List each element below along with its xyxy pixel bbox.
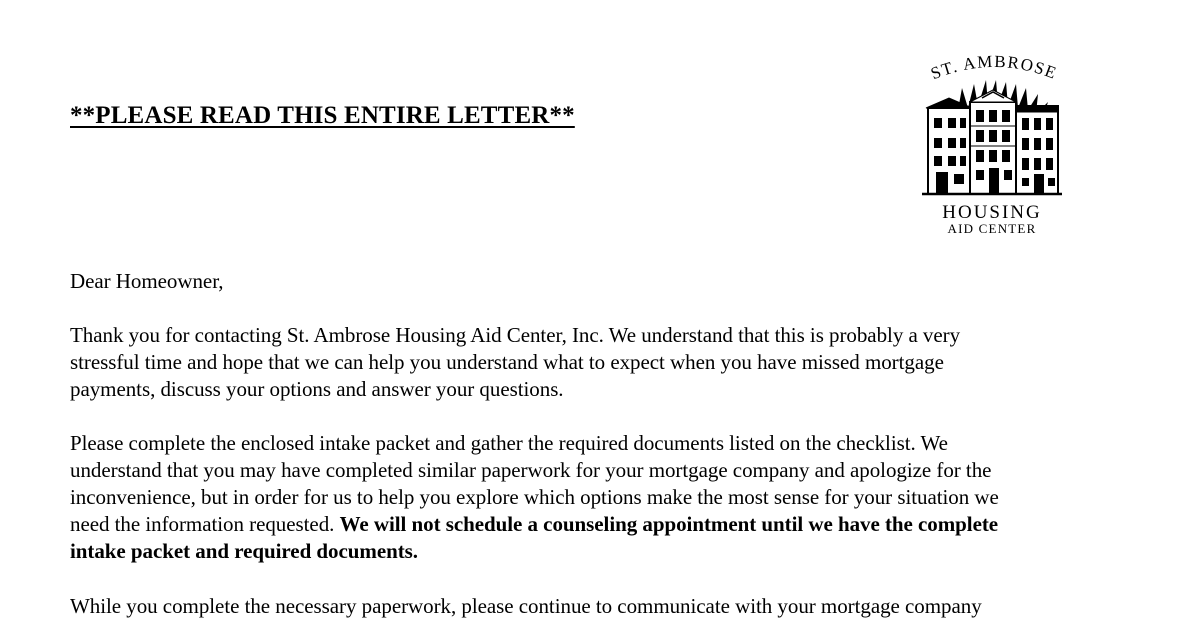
paragraph-intake-packet [70, 430, 1130, 565]
paragraph-line-regular: need the information requested. [70, 512, 340, 536]
paragraph-communicate [70, 593, 1130, 620]
logo-housing-text: HOUSING [942, 202, 1042, 223]
paragraph-line: inconvenience, but in order for us to help you explore which options make the most sense for your situation we [70, 485, 999, 509]
appointment-notice-bold: We will not schedule a counseling appointment until we have the complete [339, 512, 999, 536]
paragraph-line: Thank you for contacting St. Ambrose Housing Aid Center, Inc. We understand that this is probably a very [70, 323, 961, 347]
paragraph-line [70, 511, 1130, 538]
paragraph-line: payments, discuss your options and answer your questions. [70, 377, 564, 401]
letter-salutation: Dear Homeowner, [70, 269, 224, 293]
logo-arc-text: ST. AMBROSE [928, 51, 1061, 84]
st-ambrose-logo [900, 50, 1090, 240]
paragraph-line: understand that you may have completed similar paperwork for your mortgage company and apologize for the [70, 458, 992, 482]
rowhouse-buildings-graphic [922, 90, 1062, 194]
letter-headline: **PLEASE READ THIS ENTIRE LETTER** [70, 102, 575, 129]
appointment-notice-bold-continued: intake packet and required documents. [70, 539, 418, 563]
logo-aid-center-text: AID CENTER [947, 221, 1037, 236]
paragraph-line: stressful time and hope that we can help you understand what to expect when you have missed mortgage [70, 350, 944, 374]
paragraph-line [70, 538, 1130, 565]
paragraph-line: Please complete the enclosed intake packet and gather the required documents listed on the checklist. We [70, 431, 948, 455]
paragraph-line: While you complete the necessary paperwork, please continue to communicate with your mortgage company [70, 594, 982, 618]
paragraph-intro [70, 322, 1130, 403]
